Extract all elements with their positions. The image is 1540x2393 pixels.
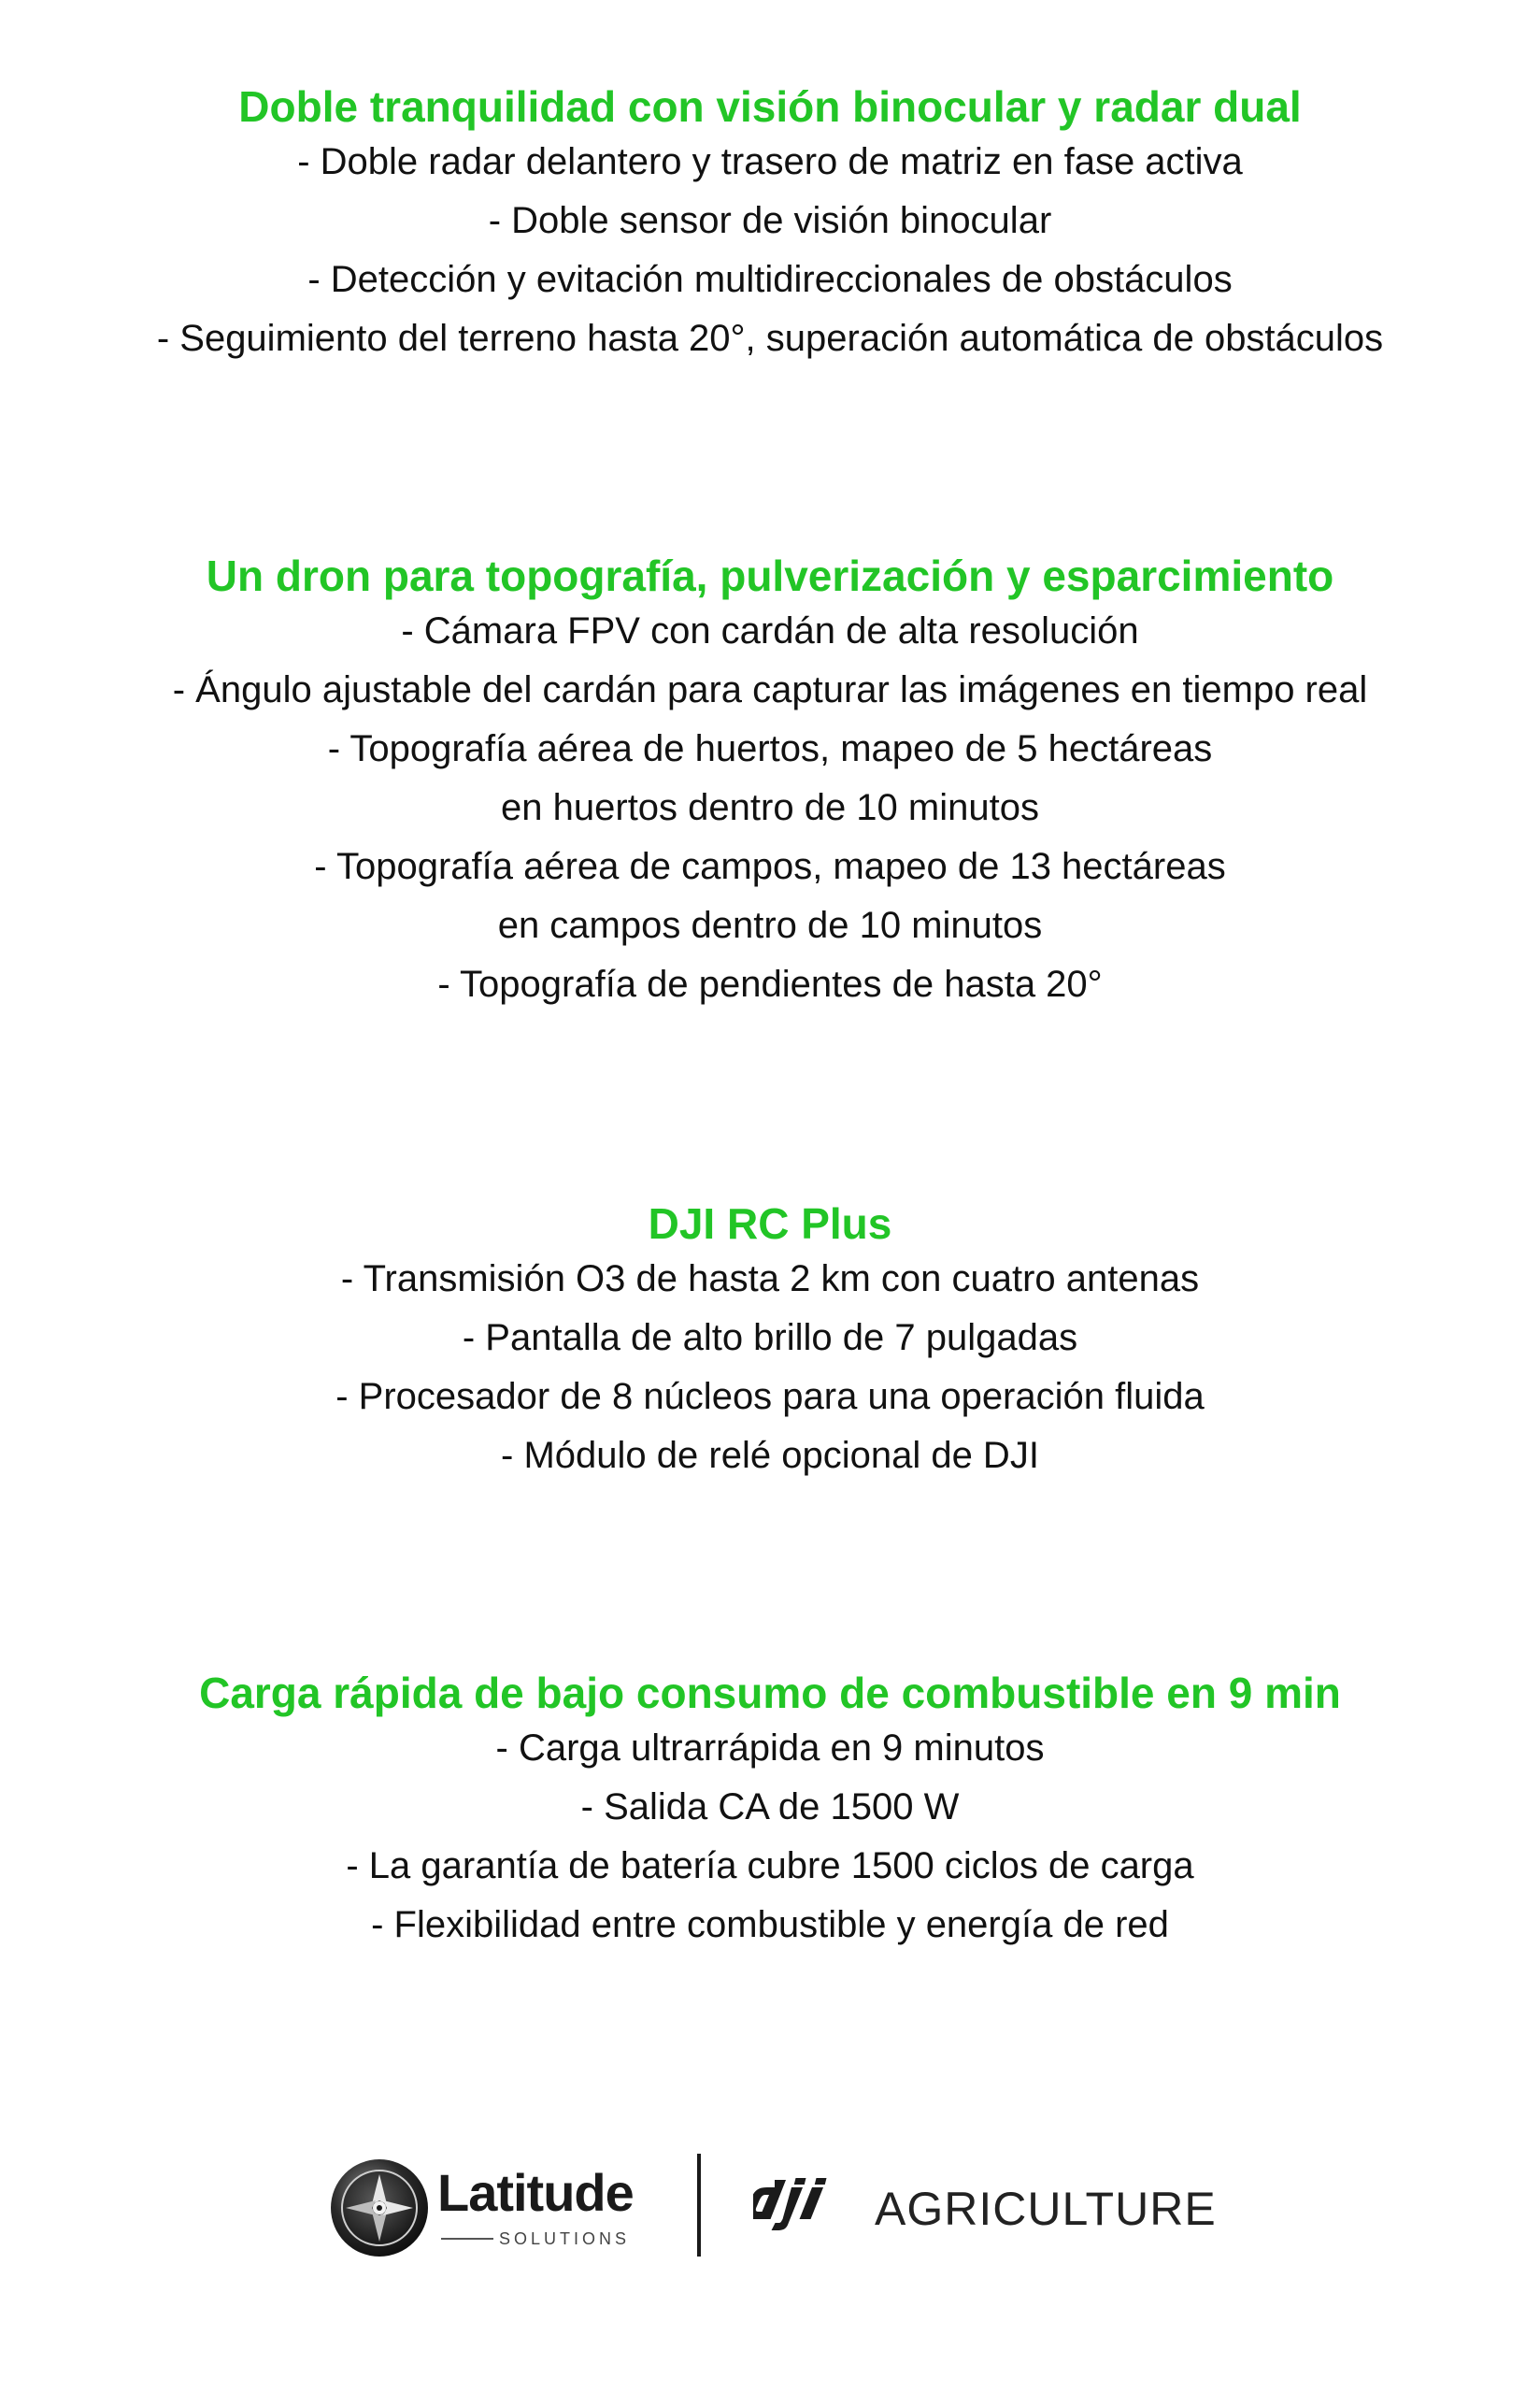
feature-section-vision-radar: [0, 80, 1540, 368]
feature-line: - La garantía de batería cubre 1500 ciclos de carga: [346, 1845, 1194, 1886]
feature-line: - Topografía aérea de huertos, mapeo de 5 hectáreas: [327, 728, 1213, 769]
feature-line: - Seguimiento del terreno hasta 20°, superación automática de obstáculos: [156, 318, 1384, 359]
logo-divider: [697, 2154, 701, 2257]
feature-line: - Topografía aérea de campos, mapeo de 13 hectáreas: [314, 846, 1226, 887]
agriculture-wordmark: AGRICULTURE: [875, 2183, 1217, 2235]
latitude-subtitle: SOLUTIONS: [499, 2229, 631, 2248]
section-heading: Doble tranquilidad con visión binocular y radar dual: [238, 82, 1302, 131]
latitude-solutions-logo: [329, 2157, 656, 2260]
feature-line: - Detección y evitación multidireccionales de obstáculos: [307, 259, 1233, 300]
section-heading: Un dron para topografía, pulverización y esparcimiento: [206, 552, 1334, 600]
feature-line: - Cámara FPV con cardán de alta resolución: [401, 610, 1139, 652]
feature-line: en campos dentro de 10 minutos: [497, 905, 1043, 946]
feature-line: - Doble radar delantero y trasero de matriz en fase activa: [297, 141, 1243, 182]
feature-line: - Ángulo ajustable del cardán para capturar las imágenes en tiempo real: [172, 669, 1368, 710]
feature-line: en huertos dentro de 10 minutos: [501, 787, 1039, 828]
feature-line: - Doble sensor de visión binocular: [488, 200, 1052, 241]
feature-line: - Transmisión O3 de hasta 2 km con cuatro antenas: [340, 1258, 1200, 1299]
feature-section-rc-plus: [0, 1197, 1540, 1485]
feature-line: - Topografía de pendientes de hasta 20°: [437, 964, 1103, 1005]
feature-line: - Módulo de relé opcional de DJI: [501, 1435, 1039, 1476]
compass-icon: [329, 2157, 430, 2258]
section-heading: DJI RC Plus: [648, 1199, 892, 1248]
feature-line: - Pantalla de alto brillo de 7 pulgadas: [462, 1317, 1078, 1358]
feature-line: - Procesador de 8 núcleos para una operación fluida: [335, 1376, 1205, 1417]
feature-line: - Carga ultrarrápida en 9 minutos: [495, 1727, 1045, 1769]
feature-line: - Flexibilidad entre combustible y energía de red: [371, 1904, 1169, 1945]
wordmark-rule: [441, 2238, 493, 2240]
feature-section-topography: [0, 550, 1540, 1014]
footer-logos: [0, 2146, 1540, 2268]
feature-section-fast-charge: [0, 1667, 1540, 1955]
latitude-wordmark: Latitude: [437, 2163, 634, 2222]
section-heading: Carga rápida de bajo consumo de combustible en 9 min: [199, 1669, 1341, 1717]
feature-line: - Salida CA de 1500 W: [580, 1786, 960, 1827]
dji-logo: [753, 2176, 856, 2232]
